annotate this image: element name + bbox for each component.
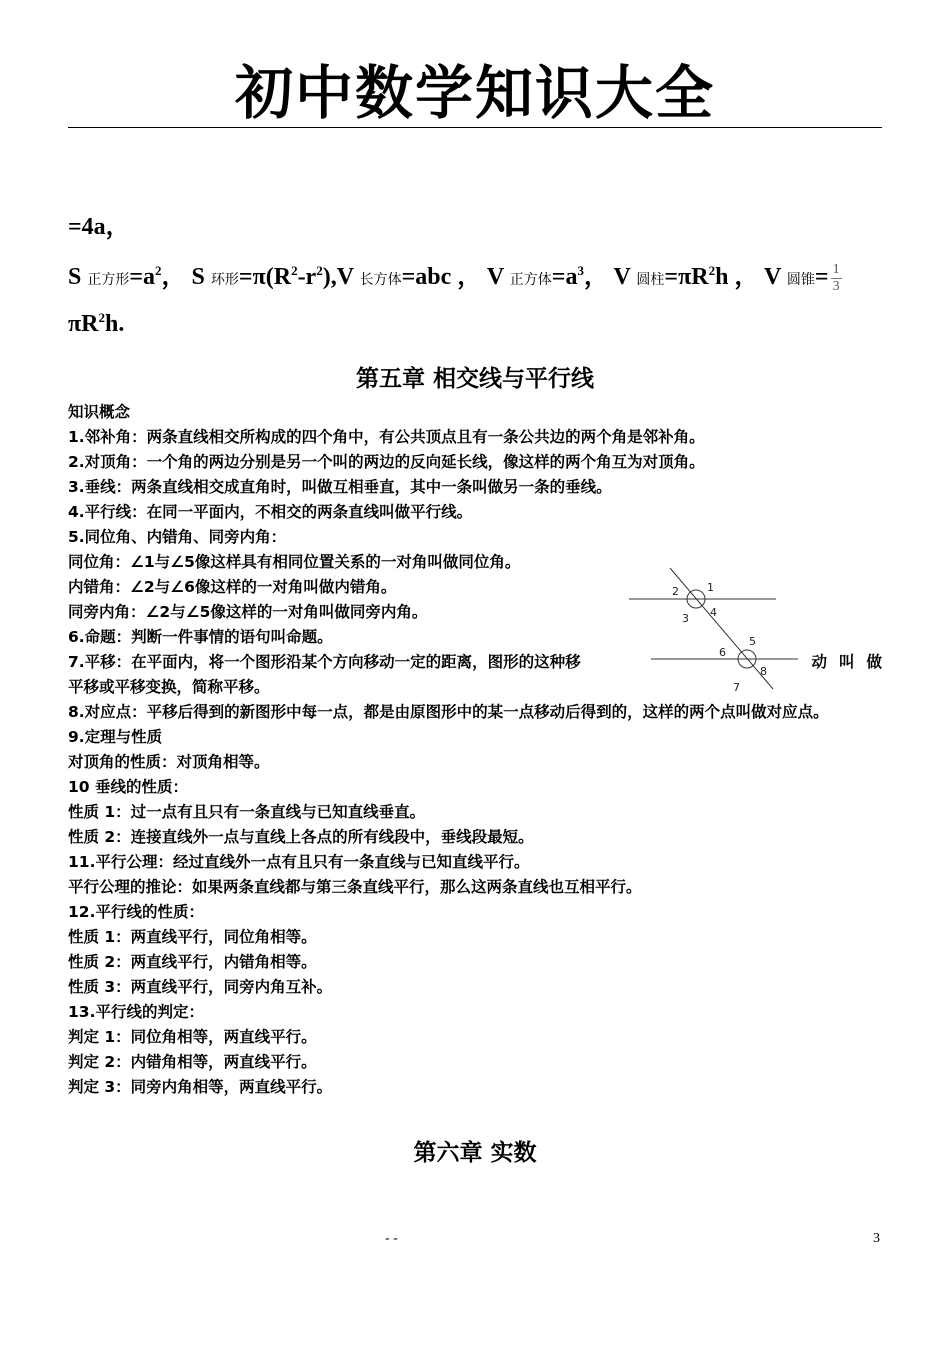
- text-line: 性质 2：连接直线外一点与直线上各点的所有线段中，垂线段最短。: [68, 828, 534, 846]
- title-underline: [68, 127, 882, 128]
- angle-label-4: 4: [710, 606, 717, 619]
- document-title: 初中数学知识大全: [234, 59, 715, 127]
- text-line: 4.平行线：在同一平面内，不相交的两条直线叫做平行线。: [68, 503, 473, 521]
- text-line: 12.平行线的性质：: [68, 903, 204, 921]
- text-line: 性质 3：两直线平行，同旁内角互补。: [68, 978, 333, 996]
- angle-label-5: 5: [749, 635, 756, 648]
- angle-label-2: 2: [672, 585, 679, 598]
- text-line: 判定 2：内错角相等，两直线平行。: [68, 1053, 317, 1071]
- text-line: 3.垂线：两条直线相交成直角时，叫做互相垂直，其中一条叫做另一条的垂线。: [68, 478, 612, 496]
- formula-area-volume: S 正方形$=a^2$， S 环形$=\pi(R^2-r^2),V$ 长方体=abc ， V 正方体$=a^3$， V 圆柱$=\pi R^2h$ ， V 圆锥= $\frac{1}{3}$: [68, 261, 840, 294]
- angle-label-3: 3: [682, 612, 689, 625]
- formula-cone-tail: $\pi R^2h$.: [68, 310, 125, 337]
- footer-center-mark: - -: [385, 1231, 398, 1246]
- chapter6-title: 第六章 实数: [413, 1140, 537, 1166]
- text-line: 6.命题：判断一件事情的语句叫命题。: [68, 628, 333, 646]
- formula-perimeter: =4a，: [68, 214, 130, 240]
- fraction-one-third: $\frac{1}{3}$: [832, 261, 840, 294]
- text-line: 内错角：∠2与∠6像这样的一对角叫做内错角。: [68, 578, 397, 596]
- page-number: 3: [873, 1231, 880, 1246]
- text-line: 平移或平移变换，简称平移。: [68, 678, 270, 696]
- chapter5-body: [68, 400, 894, 1100]
- text-line: 2.对顶角：一个角的两边分别是另一个叫的两边的反向延长线，像这样的两个角互为对顶角。: [68, 453, 705, 471]
- angle-label-1: 1: [707, 581, 714, 594]
- text-line-translation: 7.平移：在平面内，将一个图形沿某个方向移动一定的距离，图形的这种移 动叫做: [68, 653, 894, 671]
- text-line: 性质 1：过一点有且只有一条直线与已知直线垂直。: [68, 803, 426, 821]
- angle-label-6: 6: [719, 646, 726, 659]
- text-line: 13.平行线的判定：: [68, 1003, 204, 1021]
- text-line: 平行公理的推论：如果两条直线都与第三条直线平行，那么这两条直线也互相平行。: [68, 878, 642, 896]
- transversal-line: [670, 568, 773, 689]
- text-line: 判定 1：同位角相等，两直线平行。: [68, 1028, 317, 1046]
- text-line: 11.平行公理：经过直线外一点有且只有一条直线与已知直线平行。: [68, 853, 530, 871]
- parallel-lines-diagram: [625, 560, 805, 695]
- text-line: 同旁内角：∠2与∠5像这样的一对角叫做同旁内角。: [68, 603, 428, 621]
- chapter5-title: 第五章 相交线与平行线: [355, 366, 594, 392]
- text-line: 10 垂线的性质：: [68, 778, 188, 796]
- text-line: 5.同位角、内错角、同旁内角：: [68, 528, 287, 546]
- text-line: 8.对应点：平移后得到的新图形中每一点，都是由原图形中的某一点移动后得到的，这样的两个点叫做对应点。: [68, 703, 829, 721]
- text-line: 1.邻补角：两条直线相交所构成的四个角中，有公共顶点且有一条公共边的两个角是邻补角。: [68, 428, 705, 446]
- angle-label-7: 7: [733, 681, 740, 694]
- text-line: 知识概念: [68, 403, 131, 421]
- text-line: 对顶角的性质：对顶角相等。: [68, 753, 270, 771]
- text-line: 性质 1：两直线平行，同位角相等。: [68, 928, 317, 946]
- text-line: 性质 2：两直线平行，内错角相等。: [68, 953, 317, 971]
- text-line: 判定 3：同旁内角相等，两直线平行。: [68, 1078, 333, 1096]
- text-line: 9.定理与性质: [68, 728, 163, 746]
- text-line: 同位角：∠1与∠5像这样具有相同位置关系的一对角叫做同位角。: [68, 553, 521, 571]
- angle-label-8: 8: [760, 665, 767, 678]
